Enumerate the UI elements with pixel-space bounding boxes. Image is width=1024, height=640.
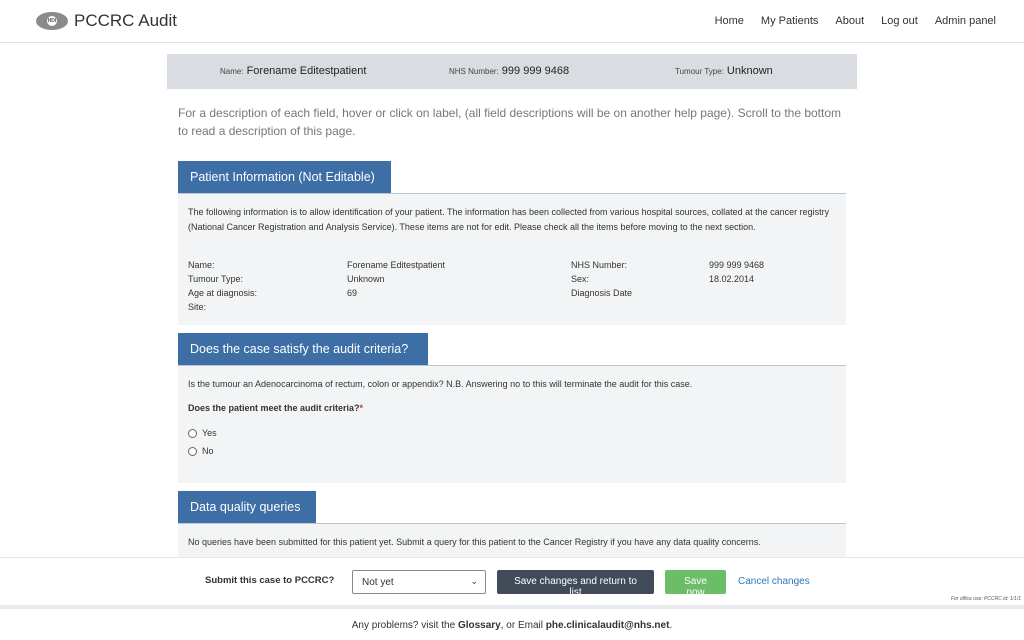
label-tumour-type: Tumour Type: (188, 274, 244, 284)
radio-yes[interactable] (188, 429, 197, 438)
data-quality-text: No queries have been submitted for this patient yet. Submit a query for this patient to the Cancer Registry if you have any data quality concerns. (188, 537, 761, 547)
save-and-return-button[interactable]: Save changes and return to list (497, 570, 654, 594)
action-bar (0, 557, 1024, 605)
value-nhs-number: 999 999 9468 (709, 260, 765, 270)
nav-home[interactable]: Home (714, 15, 744, 27)
banner-name: Name: Forename Editestpatient (220, 65, 367, 77)
submit-select[interactable] (352, 570, 486, 594)
nav-links (715, 15, 996, 27)
patient-banner (167, 54, 857, 89)
required-mark: * (359, 403, 364, 413)
option-yes[interactable]: Yes (188, 428, 217, 438)
patient-info-panel (178, 194, 846, 325)
value-diagnosis-date: 18.02.2014 (709, 274, 755, 284)
data-quality-panel (178, 524, 846, 557)
section-heading-patient-info: Patient Information (Not Editable) (178, 161, 391, 193)
value-tumour-type: Unknown (347, 274, 385, 284)
label-nhs-number: NHS Number: (571, 260, 628, 270)
label-age: Age at diagnosis: (188, 288, 258, 298)
footer: Any problems? visit the Glossary, or Email phe.clinicalaudit@nhs.net. (351, 620, 673, 631)
nav-logout[interactable]: Log out (881, 15, 918, 27)
chevron-down-icon[interactable]: ⌄ (470, 576, 478, 586)
radio-no[interactable] (188, 447, 197, 456)
email-link[interactable]: phe.clinicalaudit@nhs.net (545, 620, 670, 631)
save-now-button[interactable]: Save now (665, 570, 726, 594)
banner-tumour: Tumour Type: Unknown (675, 65, 773, 77)
label-sex: Sex: (571, 274, 590, 284)
right-values (709, 258, 764, 286)
left-values (347, 258, 445, 300)
eye-logo-icon: HDI (36, 10, 68, 32)
right-labels (571, 258, 632, 300)
brand-title[interactable]: PCCRC Audit (74, 11, 177, 30)
label-name: Name: (188, 260, 215, 270)
nav-my-patients[interactable]: My Patients (760, 15, 819, 27)
criteria-options (188, 428, 217, 464)
section-heading-criteria: Does the case satisfy the audit criteria? (178, 333, 428, 365)
office-use-note: For office use: PCCRC id: 1/1/1 (950, 596, 1021, 602)
option-no[interactable]: No (188, 446, 217, 456)
banner-nhs: NHS Number: 999 999 9468 (449, 65, 570, 77)
criteria-intro: Is the tumour an Adenocarcinoma of rectum, colon or appendix? N.B. Answering no to this will terminate the audit for this case. (188, 379, 693, 389)
intro-text: For a description of each field, hover or click on label, (all field descriptions will be on another help page). Scroll to the bottom to read a description of this page. (178, 106, 842, 138)
submit-select-value[interactable]: Not yet (362, 577, 394, 588)
glossary-link[interactable]: Glossary (457, 620, 501, 631)
cancel-changes-link[interactable]: Cancel changes (738, 576, 810, 587)
section-heading-data-quality: Data quality queries (178, 491, 316, 523)
left-labels (188, 258, 257, 314)
submit-label: Submit this case to PCCRC? (205, 575, 335, 586)
criteria-question: Does the patient meet the audit criteria?* (188, 403, 364, 413)
top-navbar (0, 0, 1024, 43)
value-name: Forename Editestpatient (347, 260, 446, 270)
label-diagnosis-date: Diagnosis Date (571, 288, 633, 298)
brand[interactable] (36, 10, 177, 32)
criteria-panel (178, 366, 846, 483)
patient-info-description: The following information is to allow identification of your patient. The information has been collected from various hospital sources, collated at the cancer registry (National Cancer Registration and Analysis Service). These items are not for edit. Please check all the items before moving to the next section. (188, 207, 830, 232)
nav-admin-panel[interactable]: Admin panel (934, 15, 996, 27)
value-age: 69 (347, 288, 358, 298)
footer-divider (0, 605, 1024, 609)
nav-about[interactable]: About (835, 15, 865, 27)
label-site: Site: (188, 302, 207, 312)
